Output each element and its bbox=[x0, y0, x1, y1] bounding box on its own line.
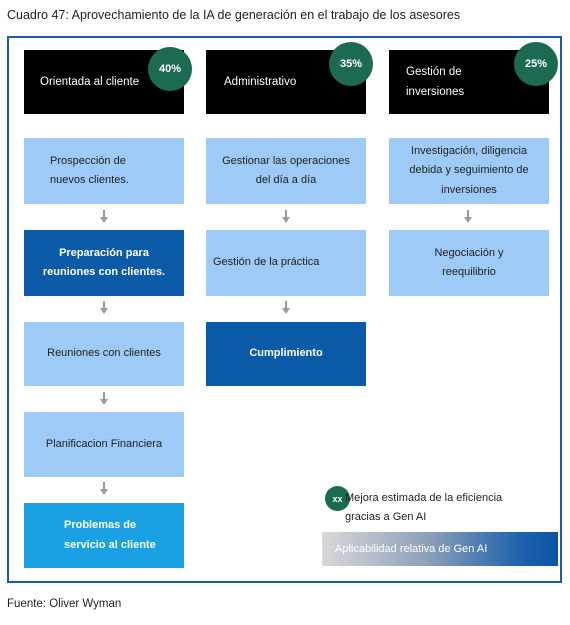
step-reuniones bbox=[24, 322, 184, 386]
step-label: Investigación, diligencia debida y seguimiento de inversiones bbox=[409, 145, 529, 196]
legend-applicability-bar bbox=[322, 532, 558, 566]
step-label: Preparación para reuniones con clientes. bbox=[42, 246, 166, 278]
header-label: Administrativo bbox=[224, 75, 297, 88]
step-preparacion bbox=[24, 230, 184, 296]
legend-efficiency-circle: xx bbox=[325, 486, 350, 511]
step-label: Gestión de la práctica bbox=[213, 256, 320, 269]
arrow-down-icon bbox=[99, 482, 109, 496]
figure-caption: Cuadro 47: Aprovechamiento de la IA de generación en el trabajo de los asesores bbox=[7, 8, 461, 22]
step-gestionar-operaciones bbox=[206, 138, 366, 204]
step-label: Reuniones con clientes bbox=[47, 347, 161, 360]
step-label: Prospección de nuevos clientes. bbox=[50, 154, 129, 186]
arrow-down-icon bbox=[463, 210, 473, 224]
header-label: Orientada al cliente bbox=[40, 75, 140, 88]
arrow-down-icon bbox=[281, 210, 291, 224]
step-investigacion bbox=[389, 138, 549, 204]
arrow-down-icon bbox=[281, 301, 291, 315]
step-cumplimiento bbox=[206, 322, 366, 386]
arrow-down-icon bbox=[99, 301, 109, 315]
step-planificacion bbox=[24, 412, 184, 477]
step-gestion-practica bbox=[206, 230, 366, 296]
step-label: Gestionar las operaciones del día a día bbox=[222, 154, 350, 186]
percent-badge-administrativo: 35% bbox=[329, 42, 373, 86]
step-label: Planificacion Financiera bbox=[45, 437, 163, 450]
arrow-down-icon bbox=[99, 392, 109, 406]
percent-badge-orientada: 40% bbox=[148, 47, 192, 91]
legend-efficiency-text: Mejora estimada de la eficiencia gracias a Gen AI bbox=[345, 492, 503, 524]
step-problemas-servicio bbox=[24, 503, 184, 568]
step-negociacion bbox=[389, 230, 549, 296]
step-label: Negociación y reequilibrio bbox=[434, 246, 504, 278]
step-prospeccion bbox=[24, 138, 184, 204]
step-label: Problemas de servicio al cliente bbox=[64, 519, 156, 551]
header-label: Gestión de inversiones bbox=[406, 65, 465, 98]
legend-bar-label: Aplicabilidad relativa de Gen AI bbox=[335, 543, 488, 555]
percent-badge-inversiones: 25% bbox=[514, 42, 558, 86]
step-label: Cumplimiento bbox=[249, 347, 323, 360]
source-note: Fuente: Oliver Wyman bbox=[7, 598, 122, 610]
arrow-down-icon bbox=[99, 210, 109, 224]
